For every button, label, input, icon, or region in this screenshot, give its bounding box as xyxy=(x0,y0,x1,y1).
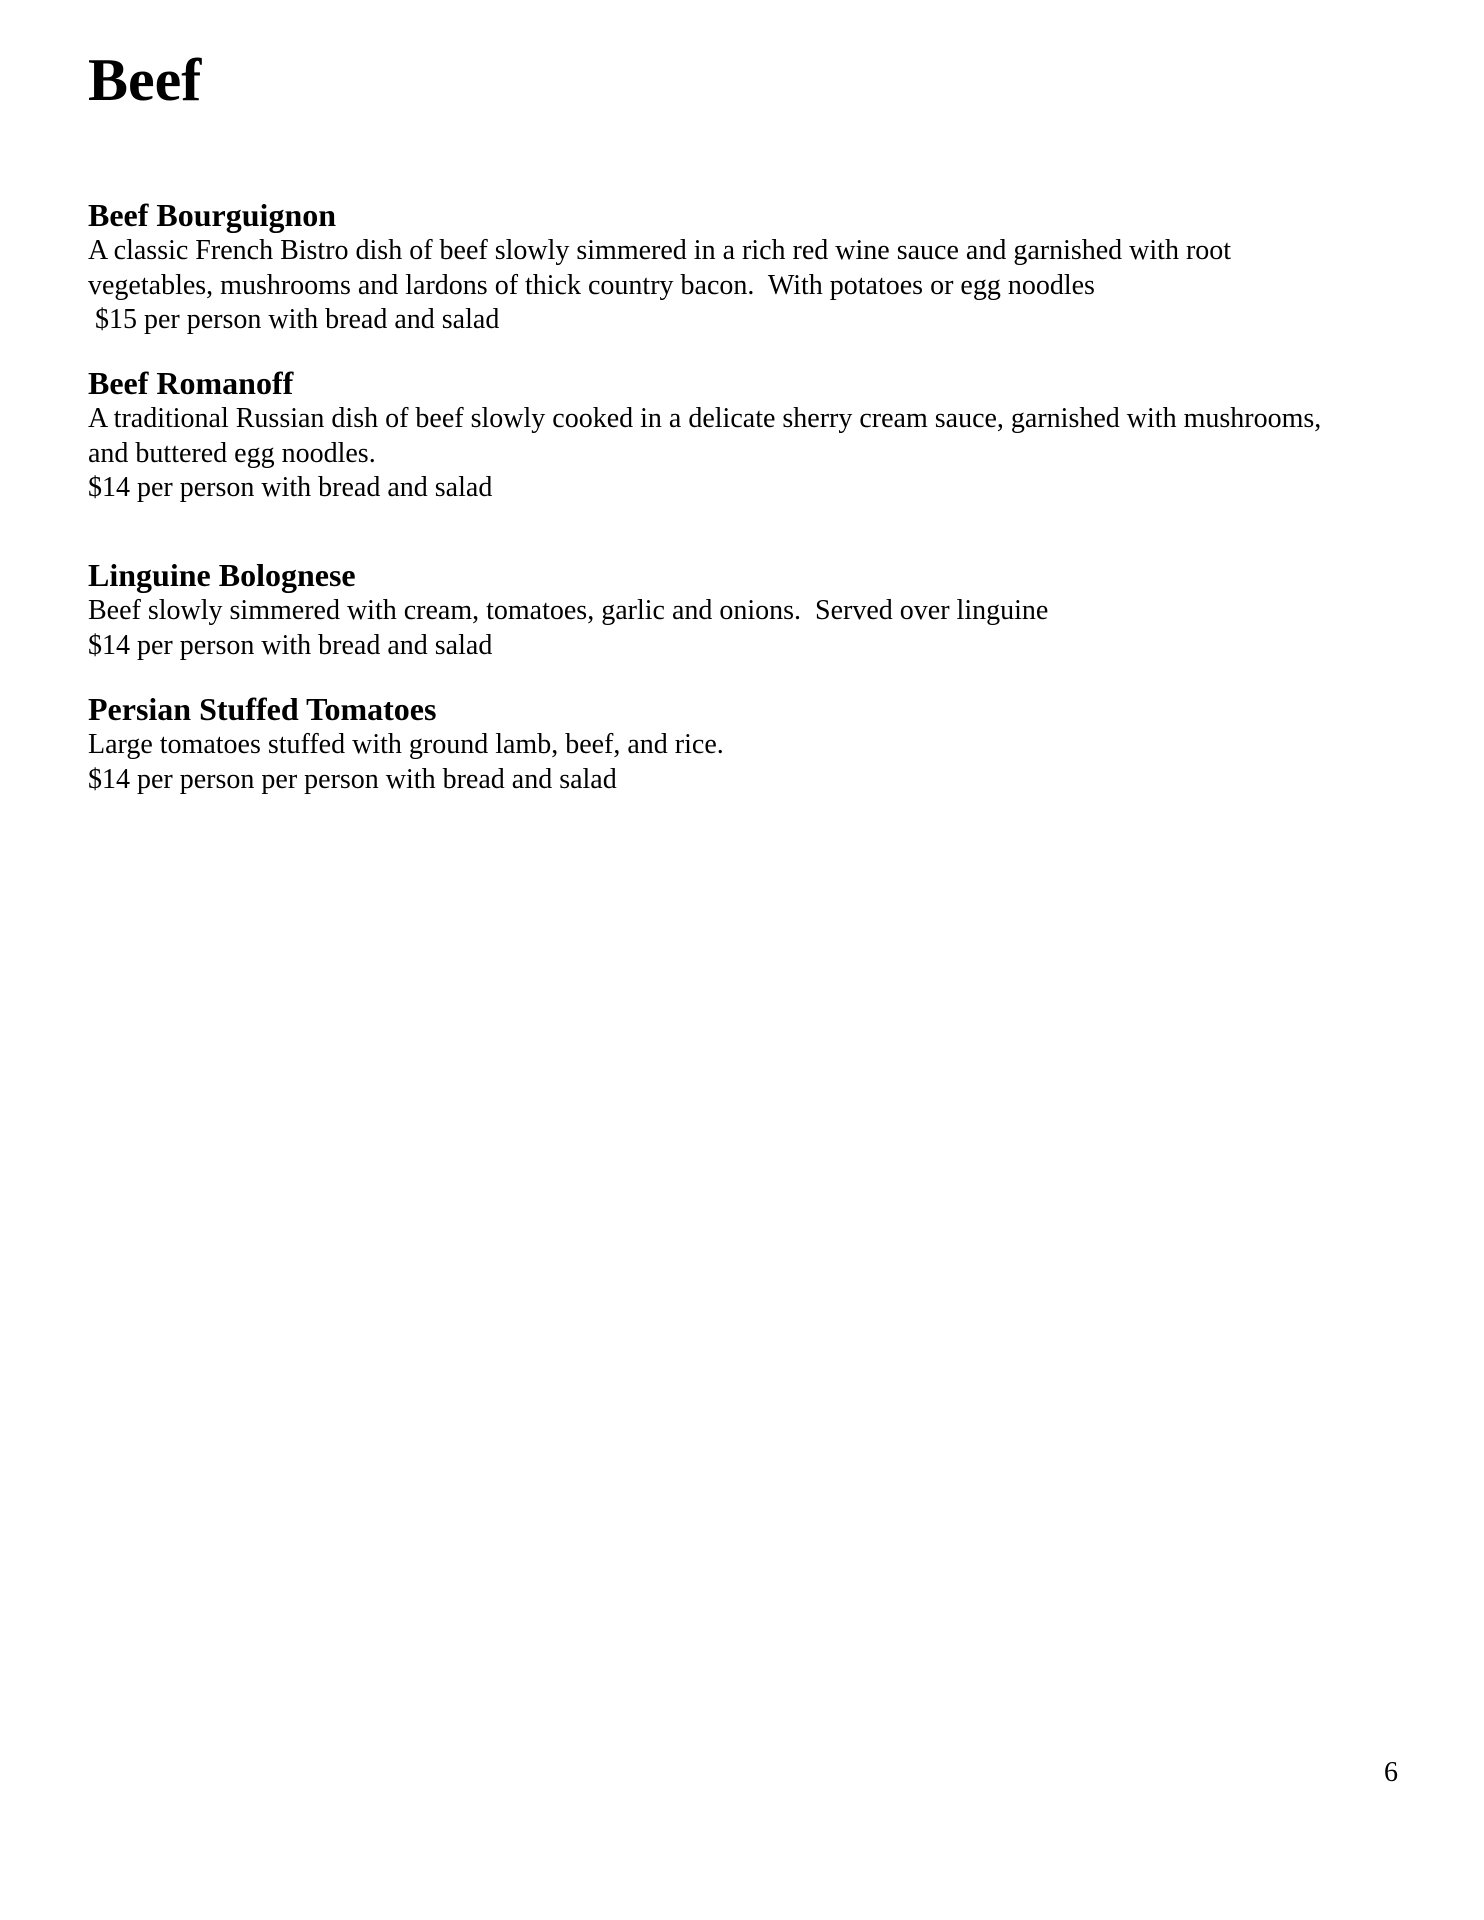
menu-item-description: A classic French Bistro dish of beef slowly simmered in a rich red wine sauce and garnished with root xyxy=(88,235,1232,266)
menu-item-price: $14 per person per person with bread and salad xyxy=(88,763,617,795)
menu-item-price: $14 per person with bread and salad xyxy=(88,472,493,503)
page-number: 6 xyxy=(1384,1757,1398,1788)
menu-item-description: vegetables, mushrooms and lardons of thick country bacon. With potatoes or egg noodles xyxy=(88,269,1095,301)
menu-item-beef-romanoff xyxy=(88,364,1408,506)
menu-item-price: $14 per person with bread and salad xyxy=(88,629,493,661)
menu-item-description: and buttered egg noodles. xyxy=(88,437,376,469)
menu-item-price: $15 per person with bread and salad xyxy=(88,304,500,335)
page-title: Beef xyxy=(88,47,202,113)
menu-item-name: Beef Romanoff xyxy=(88,365,294,401)
menu-item-beef-bourguignon xyxy=(88,196,1408,338)
menu-item-name: Linguine Bolognese xyxy=(88,557,356,593)
menu-item-description: Large tomatoes stuffed with ground lamb, beef, and rice. xyxy=(88,729,724,760)
menu-item-persian-stuffed-tomatoes xyxy=(88,690,1408,797)
menu-item-linguine-bolognese xyxy=(88,556,1408,663)
menu-item-name: Beef Bourguignon xyxy=(88,197,337,233)
menu-item-description: A traditional Russian dish of beef slowly cooked in a delicate sherry cream sauce, garnished with mushrooms, xyxy=(88,403,1322,434)
menu-item-name: Persian Stuffed Tomatoes xyxy=(88,691,437,727)
menu-item-description: Beef slowly simmered with cream, tomatoes, garlic and onions. Served over linguine xyxy=(88,595,1049,626)
